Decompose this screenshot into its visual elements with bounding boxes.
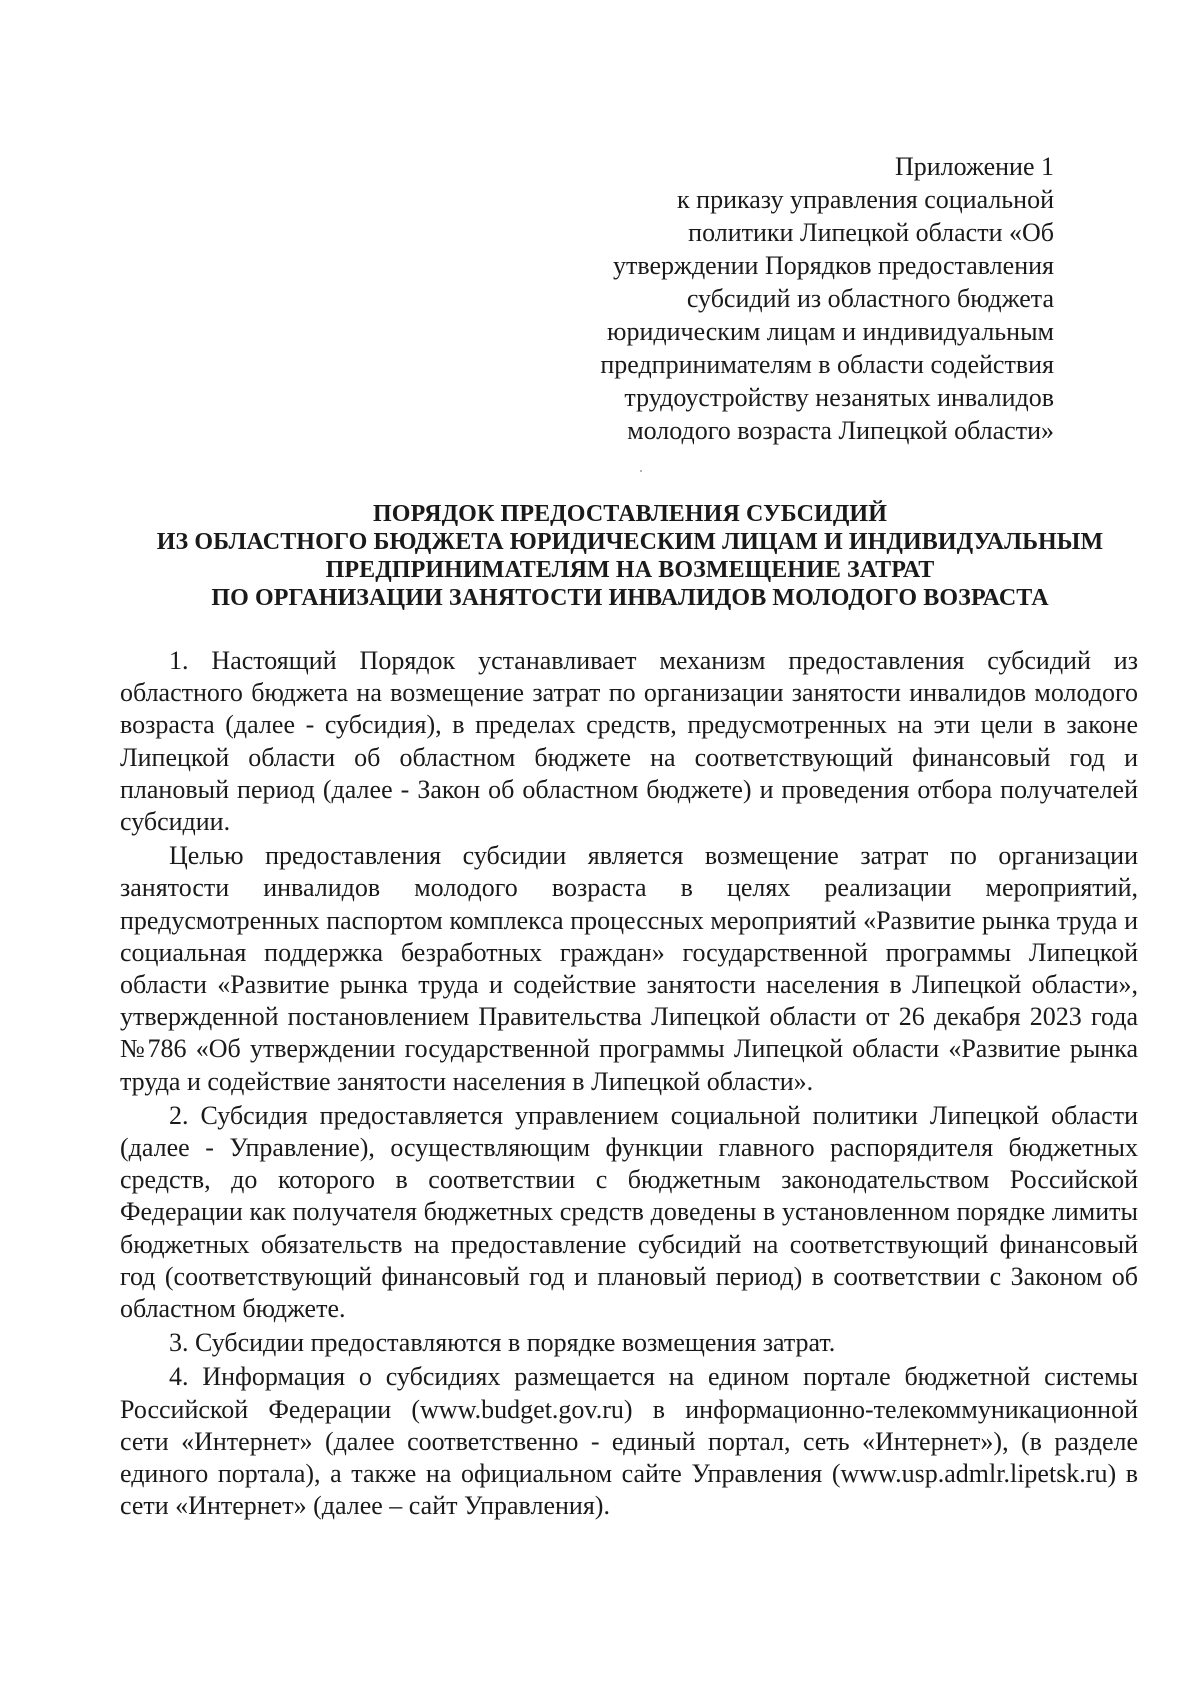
- appendix-line: утверждении Порядков предоставления: [612, 251, 1054, 280]
- appendix-line: к приказу управления социальной: [677, 185, 1054, 214]
- appendix-line: юридическим лицам и индивидуальным: [607, 317, 1054, 346]
- paragraph-4: 4. Информация о субсидиях размещается на едином портале бюджетной системы Российской Федерации (www.budget.gov.ru) в информационно-телекоммуникационной сети «Интернет» (далее соответственно - единый портал, сеть «Интернет»), (в разделе единого портала), а также на официальном сайте Управления (www.usp.admlr.lipetsk.ru) в сети «Интернет» (далее – сайт Управления).: [120, 1362, 1138, 1521]
- appendix-header: [534, 150, 1054, 447]
- paragraph-goal: Целью предоставления субсидии является возмещение затрат по организации занятости инвалидов молодого возраста в целях реализации мероприятий, предусмотренных паспортом комплекса процессных мероприятий «Развитие рынка труда и социальная поддержка безработных граждан» государственной программы Липецкой области «Развитие рынка труда и содействие занятости населения в Липецкой области», утвержденной постановлением Правительства Липецкой области от 26 декабря 2023 года №786 «Об утверждении государственной программы Липецкой области «Развитие рынка труда и содействие занятости населения в Липецкой области».: [120, 841, 1138, 1096]
- appendix-line: субсидий из областного бюджета: [686, 284, 1054, 313]
- title-line: ПОРЯДОК ПРЕДОСТАВЛЕНИЯ СУБСИДИЙ: [373, 501, 887, 527]
- document-body: [120, 645, 1138, 1522]
- title-line: ПО ОРГАНИЗАЦИИ ЗАНЯТОСТИ ИНВАЛИДОВ МОЛОДОГО ВОЗРАСТА: [211, 585, 1049, 611]
- scan-artifact: [640, 470, 642, 472]
- appendix-line: молодого возраста Липецкой области»: [627, 416, 1054, 445]
- document-title: [120, 500, 1140, 612]
- appendix-line: предпринимателям в области содействия: [600, 350, 1054, 379]
- appendix-line: политики Липецкой области «Об: [688, 218, 1054, 247]
- title-line: ПРЕДПРИНИМАТЕЛЯМ НА ВОЗМЕЩЕНИЕ ЗАТРАТ: [325, 557, 935, 583]
- appendix-line: трудоустройству незанятых инвалидов: [624, 383, 1054, 412]
- paragraph-2: 2. Субсидия предоставляется управлением социальной политики Липецкой области (далее - Управление), осуществляющим функции главного распорядителя бюджетных средств, до которого в соответствии с бюджетным законодательством Российской Федерации как получателя бюджетных средств доведены в установленном порядке лимиты бюджетных обязательств на предоставление субсидий на соответствующий финансовый год (соответствующий финансовый год и плановый период) в соответствии с Законом об областном бюджете.: [120, 1100, 1138, 1324]
- title-line: ИЗ ОБЛАСТНОГО БЮДЖЕТА ЮРИДИЧЕСКИМ ЛИЦАМ И ИНДИВИДУАЛЬНЫМ: [156, 529, 1104, 555]
- appendix-line: Приложение 1: [894, 152, 1054, 181]
- paragraph-3: 3. Субсидии предоставляются в порядке возмещения затрат.: [169, 1328, 836, 1358]
- paragraph-1: 1. Настоящий Порядок устанавливает механизм предоставления субсидий из областного бюджета на возмещение затрат по организации занятости инвалидов молодого возраста (далее - субсидия), в пределах средств, предусмотренных на эти цели в законе Липецкой области об областном бюджете на соответствующий финансовый год и плановый период (далее - Закон об областном бюджете) и проведения отбора получателей субсидии.: [120, 646, 1138, 837]
